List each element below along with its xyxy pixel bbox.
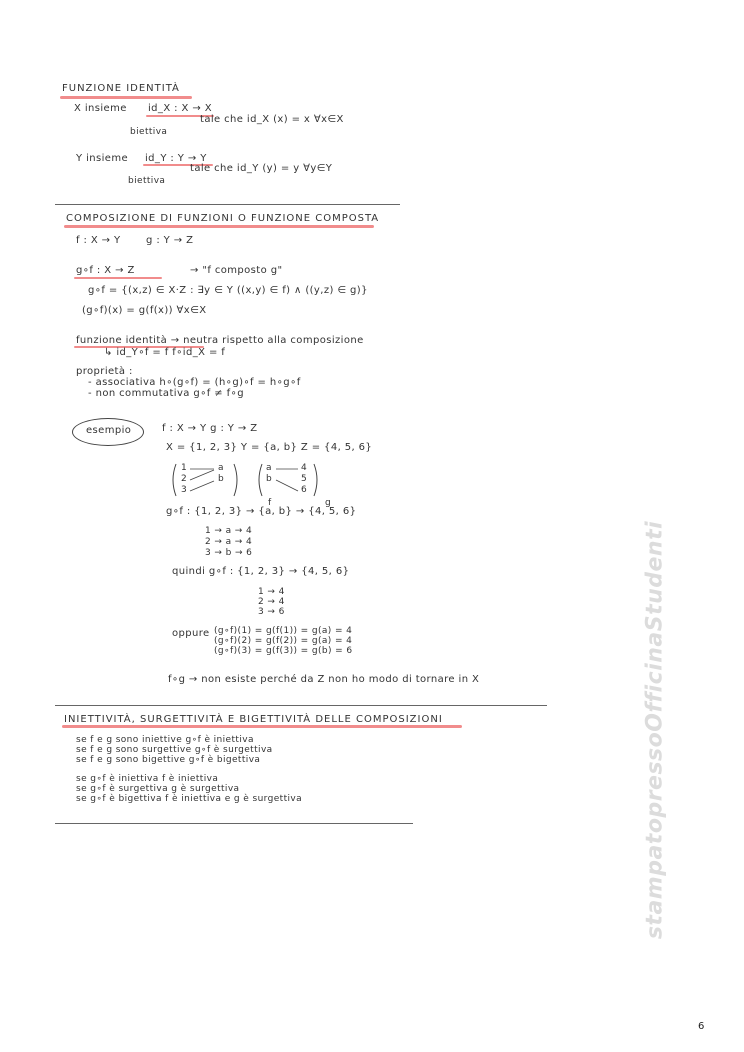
map-g-left-b: b	[266, 474, 273, 484]
gof-chain: g∘f : {1, 2, 3} → {a, b} → {4, 5, 6}	[166, 506, 357, 517]
section-title-identita: FUNZIONE IDENTITÀ	[62, 83, 180, 94]
map-g-right-5: 5	[301, 474, 308, 484]
page-number: 6	[698, 1021, 705, 1032]
chain-row-1: 1 → a → 4	[205, 526, 253, 536]
oppure-row-2: (g∘f)(2) = g(f(2)) = g(a) = 4	[214, 636, 353, 646]
identita-x-def: id_X : X → X	[148, 103, 212, 114]
identita-neutra: funzione identità → neutra rispetto alla composizione	[76, 335, 364, 346]
map-f-right-b: b	[218, 474, 225, 484]
oppure-row-1: (g∘f)(1) = g(f(1)) = g(a) = 4	[214, 626, 353, 636]
identita-y-insieme: Y insieme	[76, 153, 129, 164]
proprieta-label: proprietà :	[76, 366, 133, 377]
identita-x-insieme: X insieme	[74, 103, 127, 114]
map-g-left-a: a	[266, 463, 272, 473]
title-highlight	[64, 225, 374, 228]
gof-highlight	[74, 277, 162, 279]
quindi-line: quindi g∘f : {1, 2, 3} → {4, 5, 6}	[172, 566, 350, 577]
watermark: stampatopressoOfficinaStudenti	[642, 520, 668, 940]
fog-note: f∘g → non esiste perché da Z non ho modo di tornare in X	[168, 674, 480, 685]
title-highlight	[62, 725, 462, 728]
identita-y-def: id_Y : Y → Y	[145, 153, 207, 164]
identita-y-note: biettiva	[128, 176, 166, 186]
chain-f-label: f	[268, 498, 272, 508]
inj-row-3: se f e g sono bigettive g∘f è bigettiva	[76, 755, 261, 765]
gof-note: → "f composto g"	[190, 265, 283, 276]
inj-row-5: se g∘f è surgettiva g è surgettiva	[76, 784, 240, 794]
gof-def: g∘f : X → Z	[76, 265, 135, 276]
map-g-right-6: 6	[301, 485, 308, 495]
divider	[55, 823, 413, 824]
quindi-row-1: 1 → 4	[258, 587, 285, 597]
quindi-row-2: 2 → 4	[258, 597, 285, 607]
section-title-composizione: COMPOSIZIONE DI FUNZIONI O FUNZIONE COMPOSTA	[66, 213, 380, 224]
f-def: f : X → Y	[76, 235, 121, 246]
map-f-right-a: a	[218, 463, 224, 473]
divider	[55, 705, 547, 706]
gof-eval: (g∘f)(x) = g(f(x)) ∀x∈X	[82, 305, 207, 316]
map-f-left-1: 1	[181, 463, 188, 473]
chain-row-3: 3 → b → 6	[205, 548, 253, 558]
esempio-sets: X = {1, 2, 3} Y = {a, b} Z = {4, 5, 6}	[166, 442, 373, 453]
esempio-fg: f : X → Y g : Y → Z	[162, 423, 258, 434]
divider	[55, 204, 400, 205]
section-title-iniettivita: INIETTIVITÀ, SURGETTIVITÀ E BIGETTIVITÀ DELLE COMPOSIZIONI	[64, 714, 443, 725]
title-highlight	[60, 96, 192, 99]
proprieta-noncomm: - non commutativa g∘f ≠ f∘g	[88, 388, 244, 399]
identita-x-cond: tale che id_X (x) = x ∀x∈X	[200, 114, 344, 125]
quindi-row-3: 3 → 6	[258, 607, 285, 617]
inj-row-4: se g∘f è iniettiva f è iniettiva	[76, 774, 219, 784]
gof-set: g∘f = {(x,z) ∈ X·Z : ∃y ∈ Y ((x,y) ∈ f) ∧ ((y,z) ∈ g)}	[88, 285, 368, 296]
identita-x-note: biettiva	[130, 127, 168, 137]
inj-row-1: se f e g sono iniettive g∘f è iniettiva	[76, 735, 254, 745]
map-f-left-2: 2	[181, 474, 188, 484]
chain-g-label: g	[325, 498, 332, 508]
inj-row-6: se g∘f è bigettiva f è iniettiva e g è surgettiva	[76, 794, 303, 804]
oppure-label: oppure	[172, 628, 210, 639]
inj-row-2: se f e g sono surgettive g∘f è surgettiva	[76, 745, 273, 755]
g-def: g : Y → Z	[146, 235, 194, 246]
proprieta-assoc: - associativa h∘(g∘f) = (h∘g)∘f = h∘g∘f	[88, 377, 301, 388]
esempio-label: esempio	[86, 425, 132, 436]
identita-neutra-sub: ↳ id_Y∘f = f f∘id_X = f	[104, 347, 226, 358]
chain-row-2: 2 → a → 4	[205, 537, 253, 547]
map-g-right-4: 4	[301, 463, 308, 473]
map-f-left-3: 3	[181, 485, 188, 495]
oppure-row-3: (g∘f)(3) = g(f(3)) = g(b) = 6	[214, 646, 353, 656]
identita-y-cond: tale che id_Y (y) = y ∀y∈Y	[190, 163, 333, 174]
